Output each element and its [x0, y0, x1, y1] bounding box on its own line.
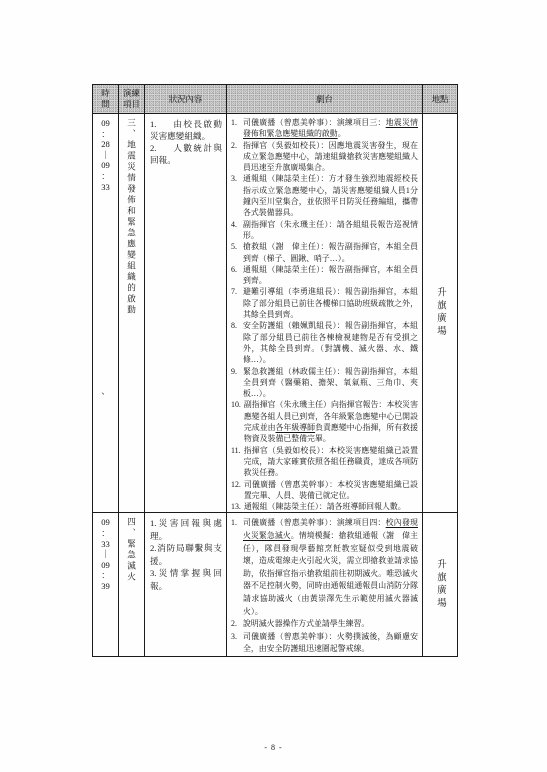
time-part: ｜: [101, 149, 110, 160]
situation-item-text: 人數統計與回報。: [150, 143, 222, 165]
situation-item-number: 1.: [150, 518, 157, 529]
header-script-label: 劇台: [316, 94, 333, 104]
script-item-text: 搶救組（謝 偉主任）：報告副指揮官，本組全員到齊（梯子、圓鍬、哨子…）。: [243, 242, 418, 263]
situation-item: [150, 542, 222, 567]
script-item-number: 5.: [231, 242, 237, 252]
time-cell: [93, 513, 119, 657]
script-item-text: 緊急救護組（林政儒主任）：報告副指揮官，本組全員到齊（醫藥箱、擔架、氧氣瓶、三角巾、夾板…）。: [243, 366, 418, 399]
script-text-underlined: 地震災情發佈和緊急應變組織的啟動: [243, 118, 418, 139]
script-text-part: 司儀廣播（曾惠美幹事）：演練項目四：: [243, 518, 386, 528]
situation-item: [150, 118, 222, 142]
header-location-label: 地點: [431, 94, 449, 104]
script-item: [231, 173, 418, 218]
situation-item: [150, 517, 222, 542]
script-item-text: 司儀廣播（曾惠美幹事）：本校災害應變組織已設置完畢、人員、裝備已就定位。: [243, 479, 418, 500]
page-number: - 8 -: [264, 743, 283, 752]
script-item: [231, 286, 418, 320]
script-item-text: [243, 517, 418, 618]
script-item-text: [243, 117, 418, 140]
header-situation: [145, 85, 227, 114]
script-item-number: 1.: [231, 118, 237, 127]
script-text-underlined: 各年級導師: [275, 423, 316, 433]
time-cell: [93, 114, 119, 513]
header-time: [93, 85, 119, 114]
script-text-underlined: 校內發現火災緊急滅火: [243, 518, 418, 540]
script-item-text: 副指揮官（朱永璣主任）：請各組組長報告巡視情形。: [243, 219, 418, 240]
script-cell: [227, 114, 423, 513]
script-item-text: 指揮官（吳毅如校長）：因應地震災害發生，現在成立緊急應變中心，請速組織搶救災害應變組織人員迅速至升旗廣場集合。: [243, 140, 418, 173]
header-item-label: 演練項目: [123, 89, 140, 109]
situation-item: [150, 567, 222, 592]
header-location: [423, 85, 458, 114]
header-script: [227, 85, 423, 114]
script-item-number: 6.: [231, 264, 237, 274]
script-item-number: 13.: [231, 502, 241, 512]
script-item-number: 11.: [231, 445, 241, 455]
situation-item-text: 消防局聯繫與支援。: [150, 543, 222, 566]
location-cell: [423, 114, 458, 513]
time-part: 09: [101, 118, 110, 128]
time-part: ：: [101, 170, 110, 181]
table-header-row: [93, 85, 458, 114]
time-part: 09: [101, 517, 110, 528]
script-item-text: 說明滅火器操作方式並請學生練習。: [243, 619, 370, 629]
time-part: 09: [101, 559, 110, 570]
script-item: [231, 219, 418, 242]
script-item-number: 10.: [231, 400, 241, 410]
script-item-number: 8.: [231, 321, 237, 331]
script-text-part: 副指揮官（朱永璣主任）向指揮官報告：本校災害應變各組人員已到齊，各年級緊急應變中心已開設完成並由: [243, 400, 418, 433]
script-text-part: 。情境模擬：搶救組通報（謝 偉主任），隊員發現學藝館烹飪教室疑似受到地震破壞，造成電線走火引起火災，需立即搶救並請求協助，依指揮官指示搶救組前往初期滅火。唯恐滅火器不足控制火勢，同時由通報組通報員山消防分隊請求協助滅火（由黃崇澤先生示範使用滅火器滅火）。: [243, 530, 418, 616]
situation-item-text: 災情掌握與回報。: [150, 568, 222, 591]
script-item: [231, 445, 418, 479]
situation-item: [150, 142, 222, 166]
script-item: [231, 140, 418, 174]
time-part: ：: [101, 527, 110, 538]
script-item-text: 避難引導組（李勇進組長）：報告副指揮官，本組除了部分組員已前往各樓梯口協助班級疏散之外，其餘全員到齊。: [243, 287, 418, 320]
script-item-text: 司儀廣播（曾惠美幹事）：火勢撲滅後，為顧慮安全，由安全防護組迅速圍起警戒線。: [243, 631, 418, 654]
location-cell: [423, 513, 458, 657]
header-item: [119, 85, 145, 114]
drill-item-title: 三、地震災情發佈和緊急應變組織的啟動: [126, 118, 137, 316]
script-item: [231, 479, 418, 502]
script-item: [231, 264, 418, 287]
script-item-text: 指揮官（吳毅如校長）：本校災害應變組織已設置完成，請大家確實依照各組任務職責，達成各項防救災任務。: [243, 445, 418, 478]
situation-cell: [145, 114, 227, 513]
script-item: [231, 399, 418, 444]
script-item-text: 通報組（陳誌榮主任）：請各班導師回報人數。: [243, 502, 406, 512]
script-item: [231, 117, 418, 140]
header-situation-label: 狀況內容: [168, 94, 203, 104]
situation-item-text: 災害回報與處理。: [150, 518, 222, 541]
drill-row: [93, 513, 458, 657]
time-part: 33: [101, 538, 110, 549]
situation-item-number: 3.: [150, 568, 157, 579]
script-item: [231, 501, 418, 512]
script-item-number: 7.: [231, 287, 237, 297]
script-item-text: [244, 399, 418, 444]
time-part: ：: [101, 128, 110, 139]
drill-schedule-table: [92, 84, 458, 657]
situation-item-text: 由校長啟動災害應變組織。: [150, 119, 222, 141]
script-item-text: 安全防護組（賴姵凱組長）：報告副指揮官，本組除了部分組員已前往各棟檢視建物是否有受損之外，其餘全員到齊。（對講機、滅火器、水、鐵條…）。: [243, 321, 418, 365]
script-item-text: 通報組（陳誌榮主任）：報告副指揮官，本組全員到齊。: [243, 264, 418, 286]
script-item-number: 2.: [231, 140, 237, 150]
time-mark: 、: [101, 386, 110, 397]
drill-item-title: 四、緊急滅火: [126, 517, 137, 584]
script-item: [231, 366, 418, 400]
script-item-number: 1.: [231, 518, 237, 528]
script-text-part: 司儀廣播（曾惠美幹事）：演練項目三：: [243, 118, 386, 127]
situation-item-number: 2.: [150, 543, 157, 554]
time-part: 33: [101, 181, 110, 192]
header-time-label: 時間: [101, 89, 110, 109]
script-item: [231, 320, 418, 365]
script-item-number: 2.: [231, 619, 237, 629]
drill-item-cell: [119, 114, 145, 513]
script-item-number: 4.: [231, 219, 237, 229]
script-item-text: 通報組（陳誌榮主任）：方才發生強烈地震經校長指示成立緊急應變中心，請災害應變組織人員1分鐘內至川堂集合，並依照平日防災任務編組，攜帶各式裝備器具。: [243, 174, 418, 218]
script-item: [231, 241, 418, 264]
script-item-number: 3.: [231, 631, 237, 641]
script-cell: [227, 513, 423, 657]
time-part: 39: [101, 580, 110, 591]
situation-cell: [145, 513, 227, 657]
time-part: 09: [101, 160, 110, 171]
drill-row: [93, 114, 458, 513]
script-text-part: 。: [337, 129, 346, 139]
location-text: 升旗廣場: [435, 287, 445, 340]
situation-item-number: 2.: [150, 143, 157, 153]
time-part: ｜: [101, 549, 110, 560]
time-part: 28: [101, 139, 110, 150]
situation-item-number: 1.: [150, 119, 157, 129]
location-text: 升旗廣場: [435, 558, 445, 611]
script-item-number: 12.: [231, 479, 241, 489]
time-part: ：: [101, 570, 110, 581]
script-item: [231, 631, 418, 656]
script-text-part: 負責應變中心指揮，所有救援物資及裝備已整備完畢。: [243, 423, 418, 444]
script-item-number: 3.: [231, 174, 237, 184]
script-item: [231, 517, 418, 618]
script-item-number: 9.: [231, 366, 237, 376]
script-item: [231, 618, 418, 631]
drill-item-cell: [119, 513, 145, 657]
